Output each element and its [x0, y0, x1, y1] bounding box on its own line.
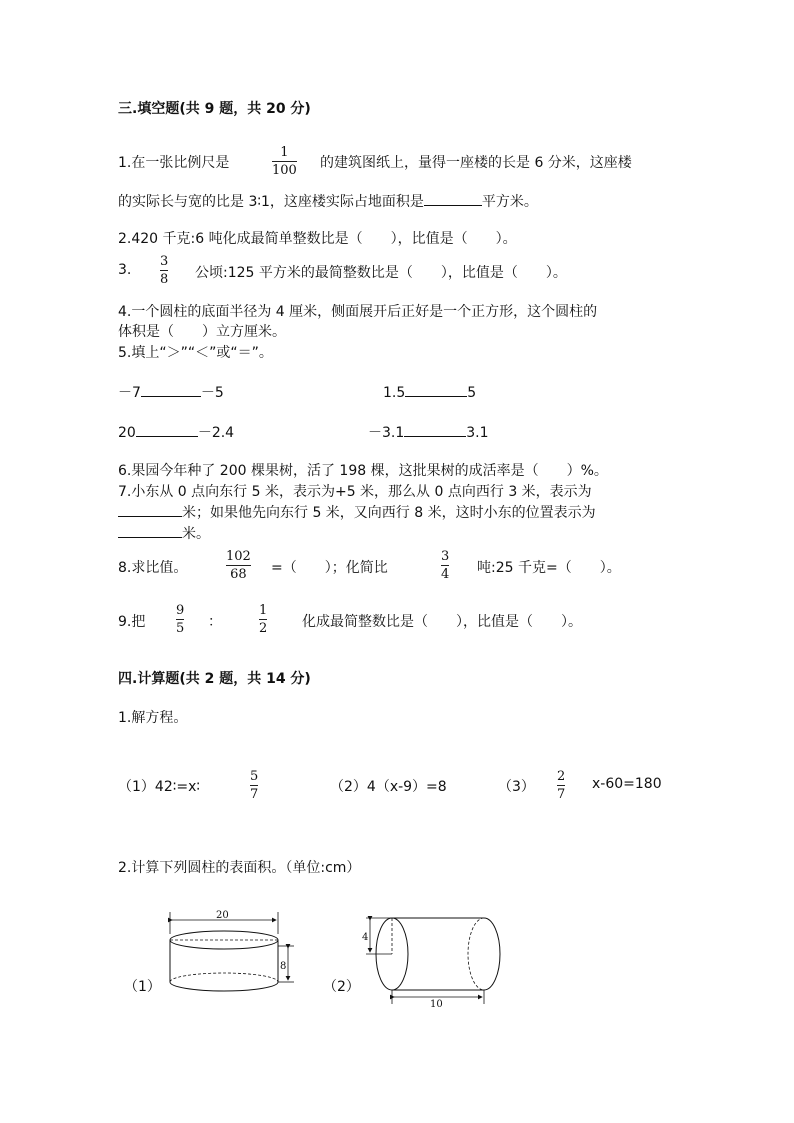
q7-answer-blank-1[interactable] [118, 502, 182, 517]
q9-frac1-num: 9 [176, 603, 185, 618]
s4-q1-title: 1.解方程。 [118, 710, 188, 726]
s4-eq1-frac-num: 5 [250, 769, 259, 784]
s4-q1-eq1-fraction [250, 769, 258, 802]
q5-title: 5.填上“＞”“＜”或“＝”。 [118, 345, 273, 361]
q9-frac1-den: 5 [176, 621, 185, 636]
q8-frac2-num: 3 [441, 549, 450, 564]
q1-frac-den: 100 [272, 163, 297, 178]
cylinder-figure-1 [160, 908, 300, 1008]
q1-frac-num: 1 [280, 145, 289, 160]
figure-1-label: （1） [124, 979, 161, 995]
q8-text-a: 8.求比值。 [118, 560, 188, 576]
s4-q1-eq3-rest: x-60=180 [592, 776, 662, 792]
q7-line2 [118, 502, 596, 522]
s4-q1-eq1: （1）42∶=x∶ [118, 779, 201, 795]
q9-fraction-1 [176, 603, 184, 636]
q1-answer-blank[interactable] [424, 191, 482, 206]
q7-line3 [118, 523, 210, 543]
q1-text-a: 1.在一张比例尺是 [118, 155, 230, 171]
section-3-title: 三.填空题(共 9 题，共 20 分) [118, 101, 311, 117]
q8-fraction-1 [226, 549, 251, 582]
q5-r2-c: －3.1 [368, 425, 405, 441]
q3-frac-num: 3 [160, 254, 169, 269]
q1-line2 [118, 191, 538, 211]
q5-r1-blank-1[interactable] [141, 382, 201, 397]
q4-text-a: 4.一个圆柱的底面半径为 4 厘米，侧面展开后正好是一个正方形，这个圆柱的 [118, 304, 598, 320]
q3-text-b: 公顷:125 平方米的最简整数比是（ ），比值是（ ）。 [195, 265, 567, 281]
q9-frac2-den: 2 [259, 621, 268, 636]
q3-fraction [160, 254, 168, 287]
s4-eq3-frac-den: 7 [557, 787, 566, 802]
section-4-title: 四.计算题(共 2 题，共 14 分) [118, 671, 311, 687]
q2-text: 2.420 千克:6 吨化成最简单整数比是（ ），比值是（ ）。 [118, 231, 517, 247]
q8-frac1-num: 102 [226, 549, 251, 564]
q9-frac2-num: 1 [259, 603, 268, 618]
figure-2-label: （2） [323, 979, 360, 995]
q1-text-c: 的实际长与宽的比是 3∶1，这座楼实际占地面积是 [118, 194, 424, 210]
s4-q1-eq3: （3） [498, 779, 535, 795]
q1-fraction [272, 145, 297, 178]
q1-text-b: 的建筑图纸上，量得一座楼的长是 6 分米，这座楼 [320, 155, 632, 171]
q7-answer-blank-2[interactable] [118, 523, 182, 538]
s4-q1-eq2: （2）4（x-9）=8 [330, 779, 447, 795]
s4-eq1-frac-den: 7 [250, 787, 259, 802]
cylinder-2-length-label: 10 [430, 999, 443, 1008]
s4-eq3-frac-num: 2 [557, 769, 566, 784]
cylinder-figure-2 [362, 908, 512, 1008]
q9-text-b: 化成最简整数比是（ ），比值是（ ）。 [302, 614, 582, 630]
q5-r1-a: －7 [118, 385, 141, 401]
q8-fraction-2 [441, 549, 449, 582]
q7-text-b: 米；如果他先向东行 5 米，又向西行 8 米，这时小东的位置表示为 [182, 505, 596, 521]
q9-colon: ： [208, 614, 222, 630]
q8-frac2-den: 4 [441, 567, 450, 582]
q5-r1-b: －5 [200, 385, 224, 401]
q5-r1-d: 5 [467, 385, 477, 401]
q5-row2-left [118, 422, 234, 442]
cylinder-2-radius-label: 4 [362, 932, 369, 943]
q5-row2-right [368, 422, 489, 442]
q5-r2-d: 3.1 [466, 425, 489, 441]
q5-r2-a: 20 [118, 425, 136, 441]
s4-q2-title: 2.计算下列圆柱的表面积。（单位:cm） [118, 860, 361, 876]
q5-row1-right [383, 382, 476, 401]
q8-frac1-den: 68 [230, 567, 247, 582]
q8-text-c: 吨:25 千克=（ ）。 [477, 560, 621, 576]
s4-q1-eq3-fraction [557, 769, 565, 802]
q9-fraction-2 [259, 603, 267, 636]
q4-text-b: 体积是（ ）立方厘米。 [118, 324, 286, 340]
q3-text-a: 3. [118, 262, 132, 278]
q7-text-c: 米。 [182, 526, 210, 542]
q6-text: 6.果园今年种了 200 棵果树，活了 198 棵，这批果树的成活率是（ ）%。 [118, 463, 608, 479]
cylinder-1-height-label: 8 [280, 961, 287, 972]
q1-text-d: 平方米。 [481, 194, 538, 210]
q5-r2-blank-1[interactable] [136, 422, 198, 437]
q5-r1-c: 1.5 [383, 385, 406, 401]
q5-r2-blank-2[interactable] [404, 422, 466, 437]
q5-r2-b: －2.4 [197, 425, 235, 441]
q5-r1-blank-2[interactable] [405, 382, 467, 397]
cylinder-1-diameter-label: 20 [216, 910, 229, 921]
q9-text-a: 9.把 [118, 614, 146, 630]
q5-row1-left [118, 382, 224, 402]
q7-text-a: 7.小东从 0 点向东行 5 米，表示为+5 米，那么从 0 点向西行 3 米，表示为 [118, 484, 592, 500]
q3-frac-den: 8 [160, 272, 169, 287]
q8-text-b: =（ ）；化简比 [271, 560, 388, 576]
